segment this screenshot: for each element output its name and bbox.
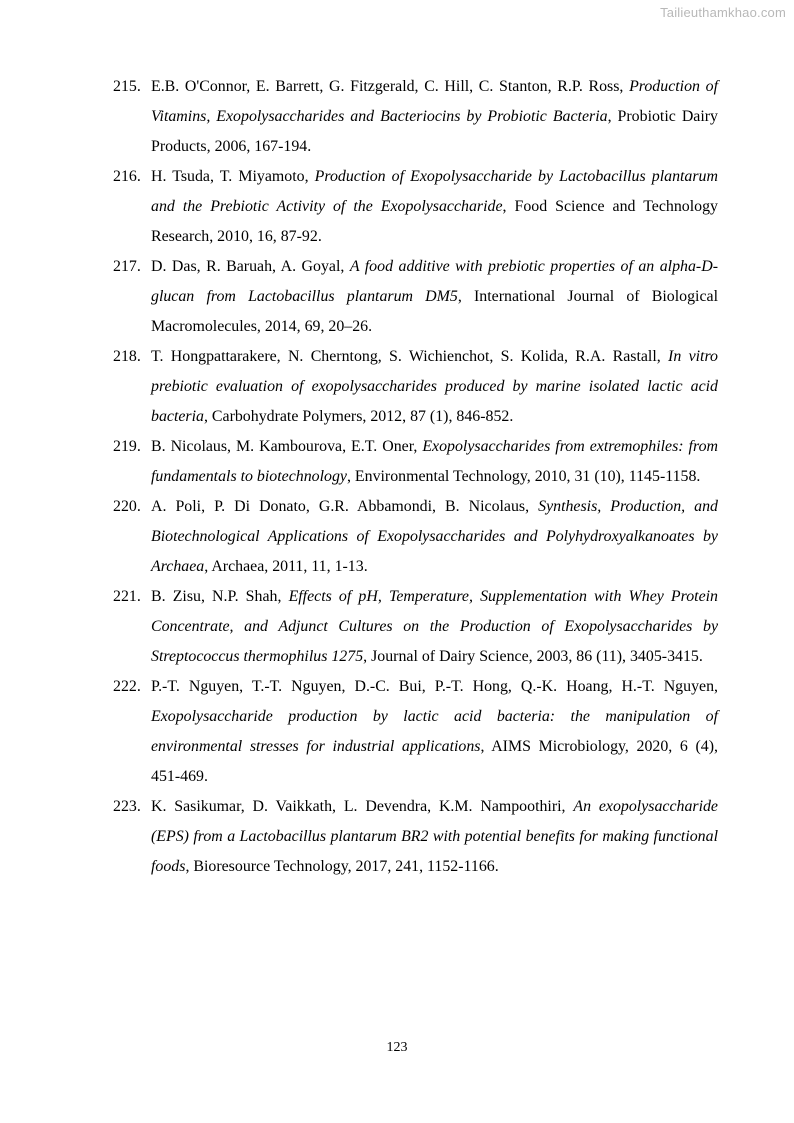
reference-item — [113, 162, 718, 252]
reference-item — [113, 72, 718, 162]
reference-number: 216. — [113, 168, 141, 185]
reference-source: , International Journal of Biological Macromolecules, 2014, 69, 20–26. — [151, 288, 718, 335]
reference-authors: E.B. O'Connor, E. Barrett, G. Fitzgerald, C. Hill, C. Stanton, R.P. Ross, — [151, 78, 630, 95]
watermark: Tailieuthamkhao.com — [660, 5, 786, 20]
reference-item — [113, 792, 718, 882]
reference-title: A food additive with prebiotic properties of an alpha-D-glucan from Lactobacillus plantarum DM5 — [151, 258, 718, 305]
reference-item — [113, 582, 718, 672]
reference-item — [113, 432, 718, 492]
reference-authors: P.-T. Nguyen, T.-T. Nguyen, D.-C. Bui, P.-T. Hong, Q.-K. Hoang, H.-T. Nguyen, — [151, 678, 718, 695]
reference-item — [113, 492, 718, 582]
reference-list — [113, 72, 718, 882]
reference-source: , Probiotic Dairy Products, 2006, 167-194. — [151, 108, 718, 155]
reference-item — [113, 672, 718, 792]
reference-number: 222. — [113, 678, 141, 695]
reference-source: , AIMS Microbiology, 2020, 6 (4), 451-469. — [151, 738, 718, 785]
reference-source: , Journal of Dairy Science, 2003, 86 (11), 3405-3415. — [363, 648, 703, 665]
reference-title: An exopolysaccharide (EPS) from a Lactobacillus plantarum BR2 with potential benefits for making functional foods — [151, 798, 718, 875]
reference-number: 215. — [113, 78, 141, 95]
reference-number: 220. — [113, 498, 141, 515]
reference-authors: T. Hongpattarakere, N. Cherntong, S. Wichienchot, S. Kolida, R.A. Rastall, — [151, 348, 669, 365]
reference-authors: H. Tsuda, T. Miyamoto, — [151, 168, 315, 185]
page-number: 123 — [386, 1040, 408, 1055]
reference-source: , Food Science and Technology Research, 2010, 16, 87-92. — [151, 198, 718, 245]
reference-title: Production of Exopolysaccharide by Lactobacillus plantarum and the Prebiotic Activity of the Exopolysaccharide — [151, 168, 718, 215]
reference-title: In vitro prebiotic evaluation of exopolysaccharides produced by marine isolated lactic acid bacteria — [151, 348, 718, 425]
reference-item — [113, 252, 718, 342]
reference-number: 221. — [113, 588, 141, 605]
reference-title: Production of Vitamins, Exopolysaccharides and Bacteriocins by Probiotic Bacteria — [151, 78, 718, 125]
reference-number: 223. — [113, 798, 141, 815]
reference-authors: K. Sasikumar, D. Vaikkath, L. Devendra, K.M. Nampoothiri, — [151, 798, 574, 815]
reference-number: 218. — [113, 348, 141, 365]
reference-source: , Archaea, 2011, 11, 1-13. — [204, 558, 368, 575]
reference-item — [113, 342, 718, 432]
reference-source: , Environmental Technology, 2010, 31 (10), 1145-1158. — [346, 468, 701, 485]
reference-authors: A. Poli, P. Di Donato, G.R. Abbamondi, B. Nicolaus, — [151, 498, 539, 515]
reference-number: 217. — [113, 258, 141, 275]
reference-authors: B. Nicolaus, M. Kambourova, E.T. Oner, — [151, 438, 423, 455]
reference-authors: B. Zisu, N.P. Shah, — [151, 588, 289, 605]
reference-title: Synthesis, Production, and Biotechnological Applications of Exopolysaccharides and Polyhydroxyalkanoates by Archaea — [151, 498, 719, 575]
reference-source: , Carbohydrate Polymers, 2012, 87 (1), 846-852. — [203, 408, 514, 425]
reference-title: Exopolysaccharide production by lactic acid bacteria: the manipulation of environmental stresses for industrial applications — [151, 708, 718, 755]
reference-title: Effects of pH, Temperature, Supplementation with Whey Protein Concentrate, and Adjunct Cultures on the Production of Exopolysaccharides by Streptococcus thermophilus 1275 — [151, 588, 719, 665]
reference-authors: D. Das, R. Baruah, A. Goyal, — [151, 258, 350, 275]
reference-title: Exopolysaccharides from extremophiles: from fundamentals to biotechnology — [151, 438, 718, 485]
reference-number: 219. — [113, 438, 141, 455]
reference-source: , Bioresource Technology, 2017, 241, 1152-1166. — [185, 858, 499, 875]
